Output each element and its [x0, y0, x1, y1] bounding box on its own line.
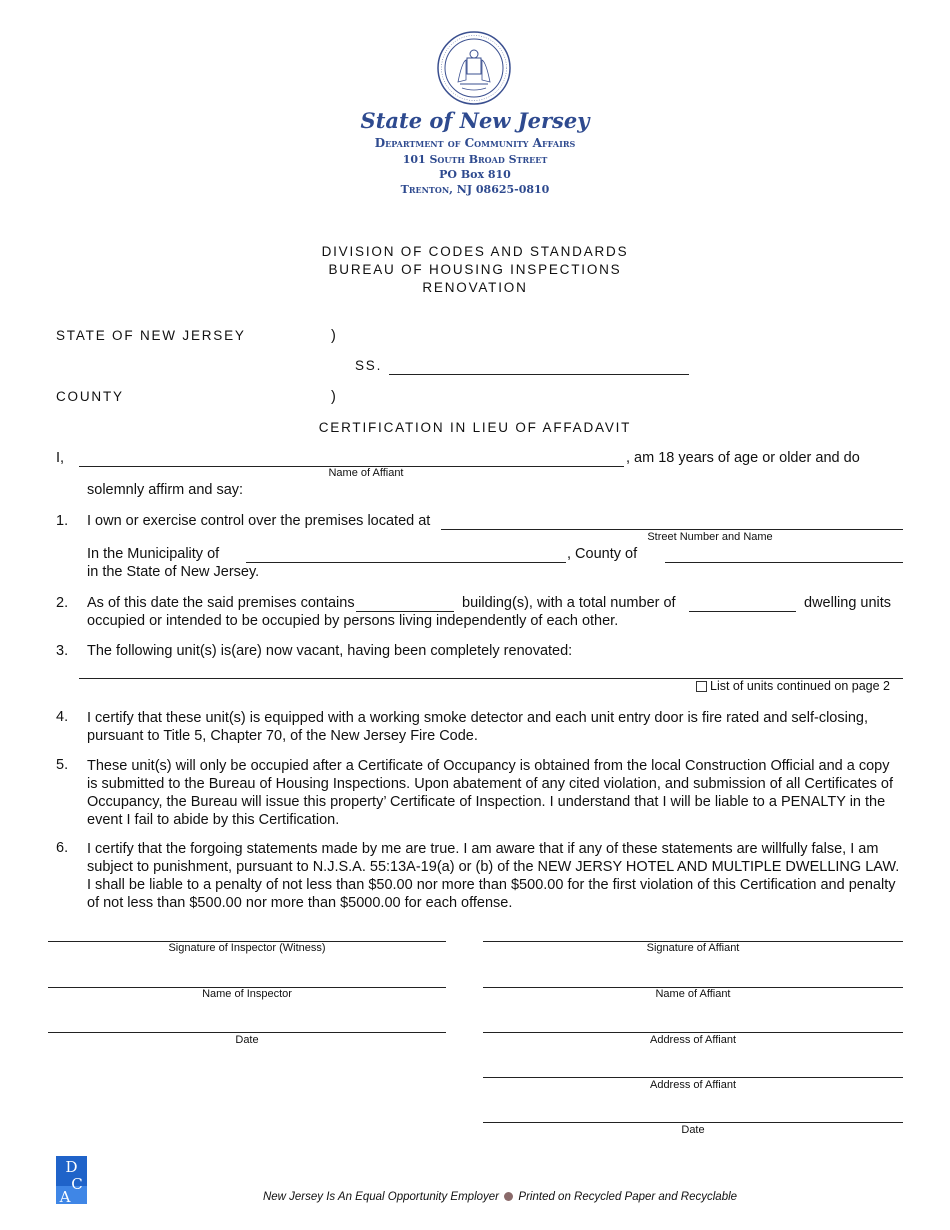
municipality-field[interactable]	[246, 562, 566, 563]
ss-field[interactable]	[389, 374, 689, 375]
affiant-signature-caption: Signature of Affiant	[646, 942, 740, 954]
municipality-label: In the Municipality of	[87, 546, 220, 562]
state-seal	[436, 30, 512, 106]
letterhead-state: State of New Jersey	[360, 108, 590, 133]
affiant-i: I,	[56, 450, 65, 466]
item-3-text: The following unit(s) is(are) now vacant, having been completely renovated:	[87, 643, 573, 659]
item-2-text-b: building(s), with a total number of	[462, 595, 676, 611]
venue-paren-1: )	[331, 328, 336, 344]
footer-employer: New Jersey Is An Equal Opportunity Employer	[262, 1191, 500, 1203]
footer-line	[200, 1191, 800, 1203]
street-caption: Street Number and Name	[647, 531, 773, 543]
item-5-text: These unit(s) will only be occupied after a Certificate of Occupancy is obtained from the local Construction Official and a copy is submitted to the Bureau of Housing Inspections. Upon abatement of any cited violation, and submission of all Certificates of Occupancy, the Bureau will issue this property’ Certificate of Inspection. I understand that I will be liable to a PENALTY in the event I fail to abide by this Certification.	[87, 758, 894, 828]
certification-title: CERTIFICATION IN LIEU OF AFFADAVIT	[318, 420, 632, 435]
inspector-name-caption: Name of Inspector	[202, 988, 292, 1000]
county-field[interactable]	[665, 562, 903, 563]
buildings-field[interactable]	[356, 611, 454, 612]
affiant-date-field[interactable]	[483, 1122, 903, 1123]
division-heading: DIVISION OF CODES AND STANDARDS	[321, 244, 629, 259]
letterhead-department: Department of Community Affairs	[374, 136, 576, 150]
inspector-signature-caption: Signature of Inspector (Witness)	[168, 942, 326, 954]
item-2-number: 2.	[56, 595, 69, 611]
letterhead-address2: PO Box 810	[439, 168, 511, 181]
subject-heading: RENOVATION	[422, 280, 528, 295]
letterhead-address1: 101 South Broad Street	[402, 153, 548, 166]
letterhead-address3: Trenton, NJ 08625-0810	[400, 183, 550, 196]
affiant-date-caption: Date	[681, 1124, 705, 1136]
inspector-date-caption: Date	[235, 1034, 259, 1046]
street-field[interactable]	[441, 529, 903, 530]
item-6-number: 6.	[56, 840, 69, 856]
continued-checkbox[interactable]	[696, 681, 707, 692]
affiant-affirm-text: solemnly affirm and say:	[87, 482, 244, 498]
continued-checkbox-label: List of units continued on page 2	[710, 679, 890, 693]
inspector-date-field[interactable]	[48, 1032, 446, 1033]
footer-bullet-icon	[504, 1192, 513, 1201]
county-of-label: , County of	[567, 546, 638, 562]
item-4-number: 4.	[56, 709, 69, 725]
state-text: in the State of New Jersey.	[87, 564, 260, 580]
affiant-address-caption-1: Address of Affiant	[649, 1034, 737, 1046]
affiant-age-text: , am 18 years of age or older and do	[626, 450, 860, 466]
item-2-text-a: As of this date the said premises contains	[87, 595, 355, 611]
item-2-text-d: occupied or intended to be occupied by persons living independently of each other.	[87, 613, 619, 629]
item-4-text: I certify that these unit(s) is equipped with a working smoke detector and each unit entry door is fire rated and self-closing, pursuant to Title 5, Chapter 70, of the New Jersey Fire Code.	[87, 710, 868, 744]
svg-text:D: D	[65, 1158, 78, 1176]
svg-text:A: A	[59, 1188, 71, 1204]
dca-logo	[56, 1156, 87, 1204]
item-1-number: 1.	[56, 513, 69, 529]
affiant-name-caption: Name of Affiant	[328, 467, 404, 479]
ss-label: SS.	[355, 358, 383, 373]
bureau-heading: BUREAU OF HOUSING INSPECTIONS	[328, 262, 622, 277]
state-label: STATE OF NEW JERSEY	[56, 328, 246, 343]
item-5-number: 5.	[56, 757, 69, 773]
svg-text:C: C	[71, 1175, 83, 1193]
county-label: COUNTY	[56, 389, 124, 404]
item-2-text-c: dwelling units	[804, 595, 892, 611]
footer-recycled: Printed on Recycled Paper and Recyclable	[518, 1191, 738, 1203]
dwelling-units-field[interactable]	[689, 611, 796, 612]
affiant-address-field-2[interactable]	[483, 1077, 903, 1078]
affiant-printed-name-caption: Name of Affiant	[655, 988, 731, 1000]
item-1-text: I own or exercise control over the premises located at	[87, 513, 431, 529]
venue-paren-2: )	[331, 389, 336, 405]
item-3-number: 3.	[56, 643, 69, 659]
affiant-address-field-1[interactable]	[483, 1032, 903, 1033]
item-6-text: I certify that the forgoing statements made by me are true. I am aware that if any of these statements are willfully false, I am subject to punishment, pursuant to N.J.S.A. 55:13A-19(a) or (b) of the NEW JERSY HOTEL AND MULTIPLE DWELLING LAW. I shall be liable to a penalty of not less than $50.00 nor more than $500.00 for the first violation of this Certification and penalty of not less than $500.00 nor more than $5000.00 for each offense.	[87, 841, 900, 911]
affiant-address-caption-2: Address of Affiant	[649, 1079, 737, 1091]
